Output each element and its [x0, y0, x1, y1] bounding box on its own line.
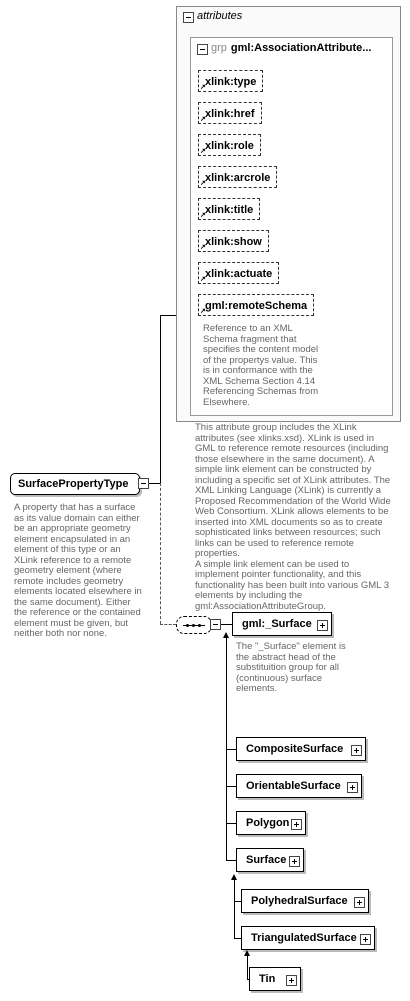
attribute-xlink-show[interactable]: xlink:show ↗: [198, 230, 269, 252]
group-prefix: grp: [211, 42, 227, 54]
expand-icon[interactable]: [291, 819, 302, 830]
attribute-xlink-href[interactable]: xlink:href ↗: [198, 102, 262, 124]
composite-surface-element[interactable]: CompositeSurface: [236, 737, 366, 761]
attributes-title: attributes: [197, 10, 243, 22]
root-documentation: A property that has a surface as its value domain can either be an appropriate geometry element encapsulated in an element of this type or an XLink reference to a remote geometry element (where remote includes geometry elements located elsewhere in the same document). Either the reference or the contained element must be given, but neither both nor none.: [14, 502, 142, 639]
connector-attributes: [160, 315, 176, 316]
reference-arrow-icon: ↗: [200, 276, 206, 283]
connector-sequence-to-surface: [221, 624, 232, 625]
collapse-root-icon[interactable]: [138, 478, 149, 489]
expand-icon[interactable]: [351, 745, 362, 756]
polygon-element[interactable]: Polygon: [236, 811, 306, 835]
surface-substitution-line: [234, 880, 235, 938]
remote-schema-documentation: Reference to an XML Schema fragment that specifies the content model of the propertys value. This is in conformance with the XML Schema Section 4.14 Referencing Schemas from Elsewhere.: [203, 323, 319, 408]
triangulated-surface-element[interactable]: TriangulatedSurface: [241, 926, 375, 950]
connector-sequence: [160, 624, 176, 625]
expand-icon[interactable]: [360, 934, 371, 945]
attribute-xlink-type[interactable]: xlink:type ↗: [198, 70, 263, 92]
attribute-gml-remote-schema[interactable]: gml:remoteSchema ↗: [198, 294, 314, 316]
attribute-group-documentation: This attribute group includes the XLink attributes (see xlinks.xsd). XLink is used in GML to reference remote resources (including those elsewhere in the same document). A simple link element can be constructed by including a specific set of XLink attributes. The XML Linking Language (XLink) is currently a Proposed Recommendation of the World Wide Web Consortium. XLink allows elements to be inserted into XML documents so as to create sophisticated links between resources; such links can be used to reference remote properties. A simple link element can be used to implement pointer functionality, and this functionality has been built into various GML 3 elements by including the gml:AssociationAttributeGroup.: [195, 422, 391, 612]
attribute-xlink-title[interactable]: xlink:title ↗: [198, 198, 260, 220]
attribute-xlink-actuate[interactable]: xlink:actuate ↗: [198, 262, 279, 284]
tin-substitution-line: [247, 956, 248, 979]
orientable-surface-element[interactable]: OrientableSurface: [236, 774, 362, 798]
expand-icon[interactable]: [347, 782, 358, 793]
branch-polyhedral: [234, 901, 241, 902]
collapse-sequence-icon[interactable]: [210, 619, 221, 630]
attribute-xlink-arcrole[interactable]: xlink:arcrole ↗: [198, 166, 277, 188]
surface-element[interactable]: Surface: [236, 848, 304, 872]
expand-icon[interactable]: [354, 897, 365, 908]
collapse-attributes-icon[interactable]: [183, 12, 194, 23]
reference-arrow-icon: ↗: [200, 244, 206, 251]
branch-triangulated: [234, 938, 241, 939]
expand-icon[interactable]: [317, 620, 328, 631]
attribute-group-label: [211, 42, 371, 54]
connector-sequence-vertical: [160, 483, 161, 624]
connector-root: [149, 483, 160, 484]
surface-head-documentation: The "_Surface" element is the abstract head of the substituition group for all (continuous) surface elements.: [236, 641, 346, 694]
reference-arrow-icon: ↗: [200, 116, 206, 123]
connector-attributes-vertical: [160, 315, 161, 483]
reference-arrow-icon: ↗: [200, 180, 206, 187]
group-name: gml:AssociationAttribute...: [230, 42, 372, 54]
surface-head-element[interactable]: gml:_Surface: [232, 612, 332, 636]
branch-composite: [226, 749, 236, 750]
substitution-arrow-icon: [223, 632, 229, 638]
branch-surface: [226, 860, 236, 861]
sequence-compositor[interactable]: [176, 616, 212, 634]
reference-arrow-icon: ↗: [200, 84, 206, 91]
reference-arrow-icon: ↗: [200, 308, 206, 315]
collapse-group-icon[interactable]: [197, 44, 208, 55]
surface-property-type-node[interactable]: SurfacePropertyType: [10, 473, 140, 495]
substitution-arrow-icon: [244, 950, 250, 956]
attribute-xlink-role[interactable]: xlink:role ↗: [198, 134, 261, 156]
polyhedral-surface-element[interactable]: PolyhedralSurface: [241, 889, 369, 913]
reference-arrow-icon: ↗: [200, 148, 206, 155]
reference-arrow-icon: ↗: [200, 212, 206, 219]
substitution-arrow-icon: [231, 874, 237, 880]
branch-polygon: [226, 823, 236, 824]
expand-icon[interactable]: [286, 975, 297, 986]
expand-icon[interactable]: [289, 856, 300, 867]
branch-orientable: [226, 786, 236, 787]
tin-element[interactable]: Tin: [249, 967, 301, 991]
